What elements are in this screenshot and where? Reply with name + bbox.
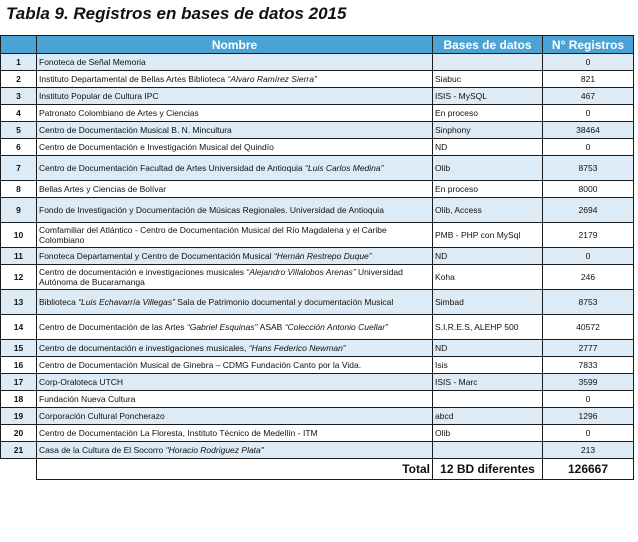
row-number: 2	[1, 71, 37, 88]
row-bases	[433, 54, 543, 71]
row-number: 12	[1, 265, 37, 290]
nombre-text: Bellas Artes y Ciencias de Bolívar	[39, 184, 167, 194]
header-registros: N° Registros	[543, 36, 634, 54]
row-bases: Koha	[433, 265, 543, 290]
nombre-italic-text: “Luis Carlos Medina”	[305, 163, 384, 173]
total-label: Total	[37, 459, 433, 480]
row-nombre	[37, 223, 433, 248]
table-row	[1, 408, 634, 425]
row-bases: Olib	[433, 156, 543, 181]
nombre-italic-text: “Gabriel Esquinas”	[186, 322, 260, 332]
nombre-text: Centro de Documentación Musical B. N. Mincultura	[39, 125, 232, 135]
nombre-text: Centro de Documentación de las Artes	[39, 322, 187, 332]
row-number: 9	[1, 198, 37, 223]
table-body	[1, 54, 634, 459]
table-row	[1, 248, 634, 265]
row-registros: 40572	[543, 315, 634, 340]
nombre-italic-text-2: “Colección Antonio Cuellar”	[284, 322, 388, 332]
row-registros: 7833	[543, 357, 634, 374]
row-nombre	[37, 391, 433, 408]
row-nombre	[37, 181, 433, 198]
nombre-text: Centro de documentación e investigaciones musicales	[39, 267, 247, 277]
row-registros: 0	[543, 54, 634, 71]
row-nombre	[37, 265, 433, 290]
row-bases: abcd	[433, 408, 543, 425]
table-row	[1, 290, 634, 315]
row-registros: 1296	[543, 408, 634, 425]
row-number: 3	[1, 88, 37, 105]
row-bases: ND	[433, 248, 543, 265]
row-registros: 8753	[543, 290, 634, 315]
row-number: 6	[1, 139, 37, 156]
nombre-italic-text: “Hans Federico Newman”	[248, 343, 346, 353]
nombre-italic-text: “Alvaro Ramírez Sierra”	[227, 74, 317, 84]
table-row	[1, 122, 634, 139]
row-bases: Isis	[433, 357, 543, 374]
row-bases: Simbad	[433, 290, 543, 315]
row-nombre	[37, 122, 433, 139]
nombre-text: Centro de Documentación Facultad de Artes Universidad de Antioquia	[39, 163, 306, 173]
nombre-text: Centro de Documentación e Investigación Musical del Quindío	[39, 142, 274, 152]
row-bases	[433, 391, 543, 408]
nombre-text: Patronato Colombiano de Artes y Ciencias	[39, 108, 199, 118]
row-nombre	[37, 71, 433, 88]
row-bases: ISIS - MySQL	[433, 88, 543, 105]
table-row	[1, 156, 634, 181]
row-bases: En proceso	[433, 105, 543, 122]
row-nombre	[37, 340, 433, 357]
row-number: 7	[1, 156, 37, 181]
row-number: 4	[1, 105, 37, 122]
row-registros: 0	[543, 391, 634, 408]
nombre-text: Corporación Cultural Poncherazo	[39, 411, 165, 421]
nombre-text: Instituto Departamental de Bellas Artes Biblioteca	[39, 74, 228, 84]
row-registros: 8000	[543, 181, 634, 198]
nombre-italic-text: "Horacio Rodriguez Plata"	[165, 445, 264, 455]
row-number: 21	[1, 442, 37, 459]
row-number: 19	[1, 408, 37, 425]
row-nombre	[37, 290, 433, 315]
table-row	[1, 374, 634, 391]
row-bases: En proceso	[433, 181, 543, 198]
row-number: 1	[1, 54, 37, 71]
table-row	[1, 139, 634, 156]
total-row	[1, 459, 634, 480]
table-row	[1, 54, 634, 71]
nombre-text: Instituto Popular de Cultura IPC	[39, 91, 159, 101]
nombre-after-text: Universidad Autónoma de Bucaramanga	[39, 267, 403, 287]
row-nombre	[37, 248, 433, 265]
row-registros: 0	[543, 139, 634, 156]
total-registros: 126667	[543, 459, 634, 480]
row-nombre	[37, 408, 433, 425]
row-number: 13	[1, 290, 37, 315]
row-bases: PMB - PHP con MySql	[433, 223, 543, 248]
row-bases: Siabuc	[433, 71, 543, 88]
row-nombre	[37, 105, 433, 122]
header-bases: Bases de datos	[433, 36, 543, 54]
nombre-text: Fonoteca de Señal Memoria	[39, 57, 146, 67]
table-row	[1, 315, 634, 340]
table-row	[1, 181, 634, 198]
row-nombre	[37, 139, 433, 156]
row-nombre	[37, 315, 433, 340]
row-registros: 467	[543, 88, 634, 105]
row-registros: 0	[543, 105, 634, 122]
table-row	[1, 442, 634, 459]
row-registros: 2694	[543, 198, 634, 223]
row-bases: Olib, Access	[433, 198, 543, 223]
row-number: 17	[1, 374, 37, 391]
table-row	[1, 105, 634, 122]
row-bases: ISIS - Marc	[433, 374, 543, 391]
registros-table	[0, 35, 634, 480]
table-row	[1, 223, 634, 248]
table-header-row	[1, 36, 634, 54]
row-number: 10	[1, 223, 37, 248]
row-registros: 8753	[543, 156, 634, 181]
nombre-after-text: ASAB	[259, 322, 285, 332]
nombre-italic-text: “Alejandro Villalobos Arenas”	[246, 267, 356, 277]
nombre-text: Comfamiliar del Atlántico - Centro de Documentación Musical del Río Magdalena y el Caribe Colombiano	[39, 225, 387, 245]
row-bases: Sinphony	[433, 122, 543, 139]
nombre-after-text: Sala de Patrimonio documental y documentación Musical	[174, 297, 394, 307]
row-registros: 3599	[543, 374, 634, 391]
row-nombre	[37, 425, 433, 442]
row-number: 16	[1, 357, 37, 374]
row-bases: ND	[433, 139, 543, 156]
table-title: Tabla 9. Registros en bases de datos 2015	[6, 4, 347, 23]
row-registros: 821	[543, 71, 634, 88]
table-row	[1, 71, 634, 88]
nombre-text: Centro de Documentación Musical de Ginebra – CDMG Fundación Canto por la Vida.	[39, 360, 362, 370]
row-nombre	[37, 88, 433, 105]
row-nombre	[37, 357, 433, 374]
row-number: 20	[1, 425, 37, 442]
row-number: 5	[1, 122, 37, 139]
row-number: 15	[1, 340, 37, 357]
row-registros: 213	[543, 442, 634, 459]
table-row	[1, 425, 634, 442]
table-row	[1, 88, 634, 105]
row-bases: Olib	[433, 425, 543, 442]
total-spacer	[1, 459, 37, 480]
row-nombre	[37, 442, 433, 459]
row-number: 11	[1, 248, 37, 265]
row-nombre	[37, 54, 433, 71]
row-number: 14	[1, 315, 37, 340]
row-nombre	[37, 374, 433, 391]
table-row	[1, 198, 634, 223]
nombre-italic-text: “Hernán Restrepo Duque”	[273, 251, 372, 261]
nombre-text: Centro de Documentación La Floresta, Instituto Técnico de Medellín - ITM	[39, 428, 318, 438]
header-num	[1, 36, 37, 54]
row-bases: ND	[433, 340, 543, 357]
nombre-text: Casa de la Cultura de El Socorro	[39, 445, 166, 455]
row-registros: 38464	[543, 122, 634, 139]
nombre-text: Corp-Oraloteca UTCH	[39, 377, 124, 387]
row-registros: 246	[543, 265, 634, 290]
nombre-text: Biblioteca	[39, 297, 79, 307]
row-registros: 0	[543, 248, 634, 265]
table-row	[1, 391, 634, 408]
total-bases: 12 BD diferentes	[433, 459, 543, 480]
nombre-text: Fonoteca Departamental y Centro de Documentación Musical	[39, 251, 274, 261]
row-registros: 2179	[543, 223, 634, 248]
row-number: 18	[1, 391, 37, 408]
row-nombre	[37, 198, 433, 223]
nombre-text: Fondo de Investigación y Documentación de Músicas Regionales. Universidad de Antioquia	[39, 205, 384, 215]
row-number: 8	[1, 181, 37, 198]
table-row	[1, 340, 634, 357]
row-registros: 2777	[543, 340, 634, 357]
nombre-italic-text: “Luis Echavarría Villegas”	[78, 297, 175, 307]
nombre-text: Centro de documentación e investigaciones musicales,	[39, 343, 249, 353]
nombre-text: Fundación Nueva Cultura	[39, 394, 136, 404]
table-row	[1, 357, 634, 374]
row-registros: 0	[543, 425, 634, 442]
row-bases: S.I.R.E.S, ALEHP 500	[433, 315, 543, 340]
row-nombre	[37, 156, 433, 181]
row-bases	[433, 442, 543, 459]
header-nombre: Nombre	[37, 36, 433, 54]
table-row	[1, 265, 634, 290]
